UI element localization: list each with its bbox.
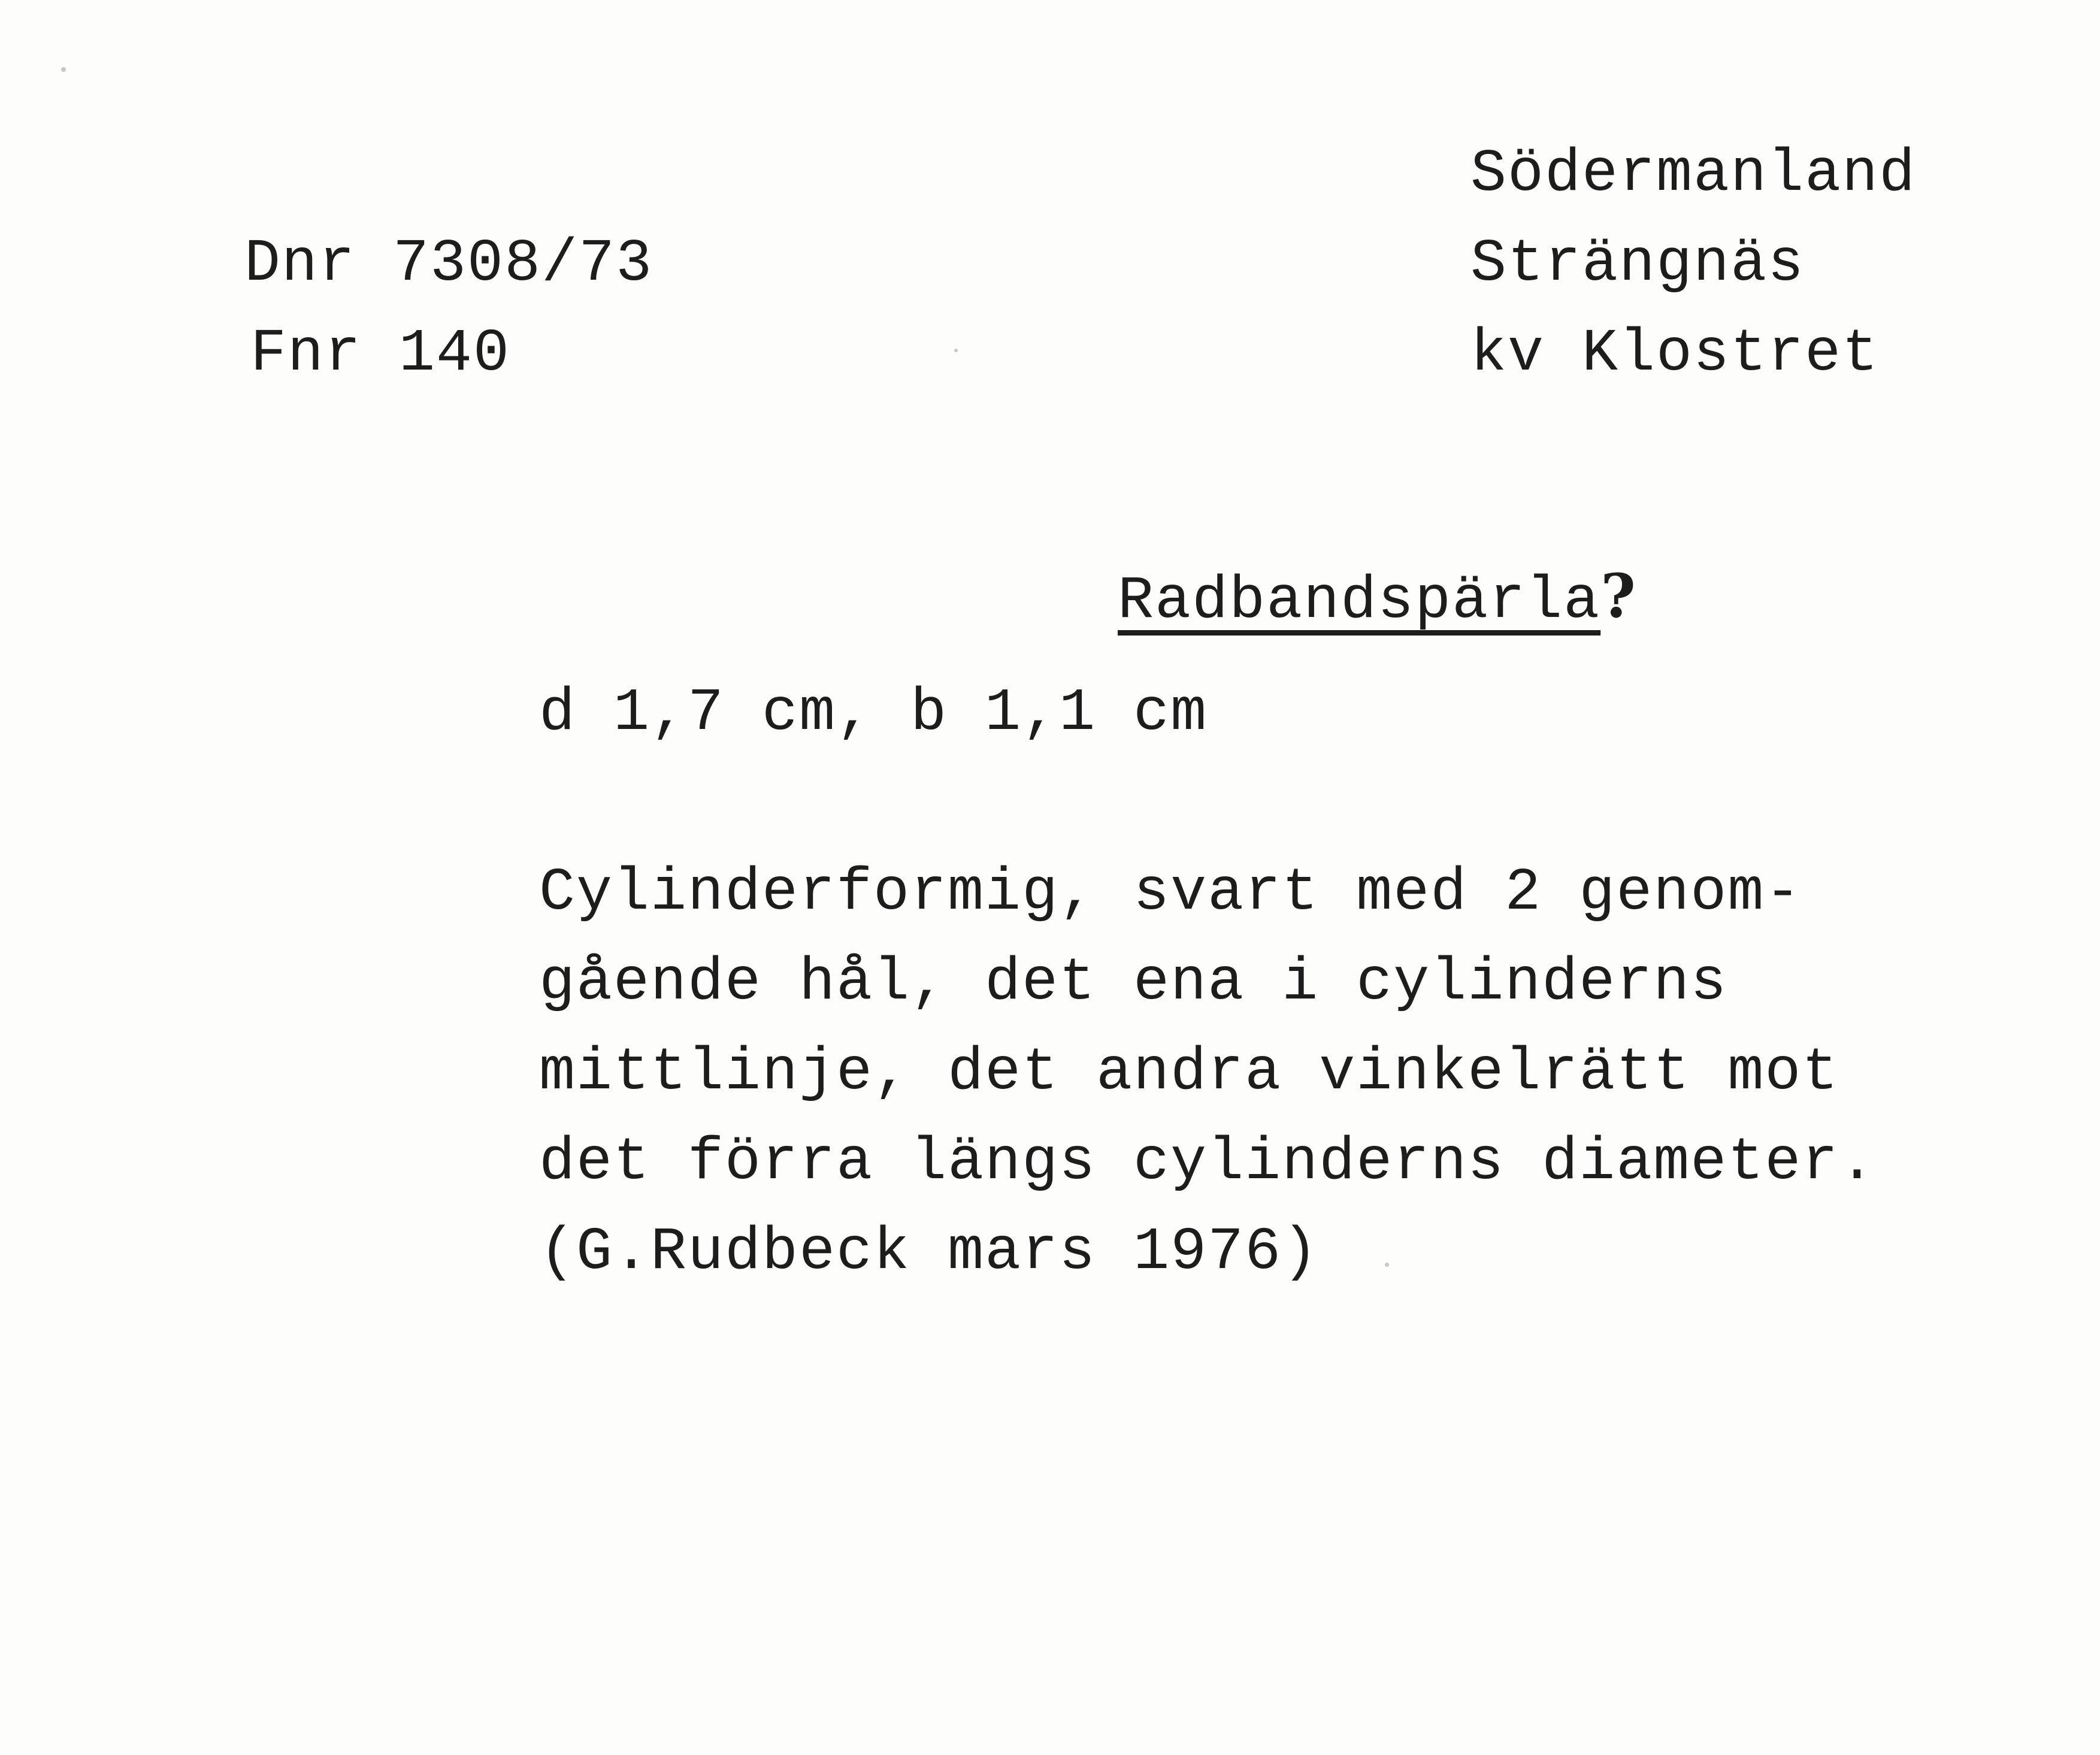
description-line-2: gående hål, det ena i cylinderns (539, 949, 1728, 1017)
description-line-5: (G.Rudbeck mars 1976) (539, 1219, 1320, 1287)
paper-speck (1385, 1263, 1389, 1267)
dimensions-text: d 1,7 cm, b 1,1 cm (539, 680, 1208, 748)
object-title (969, 506, 1637, 692)
paper-speck (954, 349, 958, 352)
object-title-text: Radbandspärla (1118, 568, 1601, 636)
fnr-label: Fnr 140 (250, 320, 511, 388)
description-line-3: mittlinje, det andra vinkelrätt mot (539, 1039, 1839, 1107)
description-line-1: Cylinderformig, svart med 2 genom- (539, 860, 1802, 927)
paper-speck (61, 67, 66, 72)
town-label: Strängnäs (1470, 231, 1805, 298)
dnr-label: Dnr 7308/73 (244, 231, 653, 298)
region-label: Södermanland (1470, 141, 1917, 208)
description-line-4: det förra längs cylinderns diameter. (539, 1129, 1877, 1197)
handwritten-question-mark: ? (1600, 561, 1637, 631)
block-label: kv Klostret (1470, 320, 1880, 388)
